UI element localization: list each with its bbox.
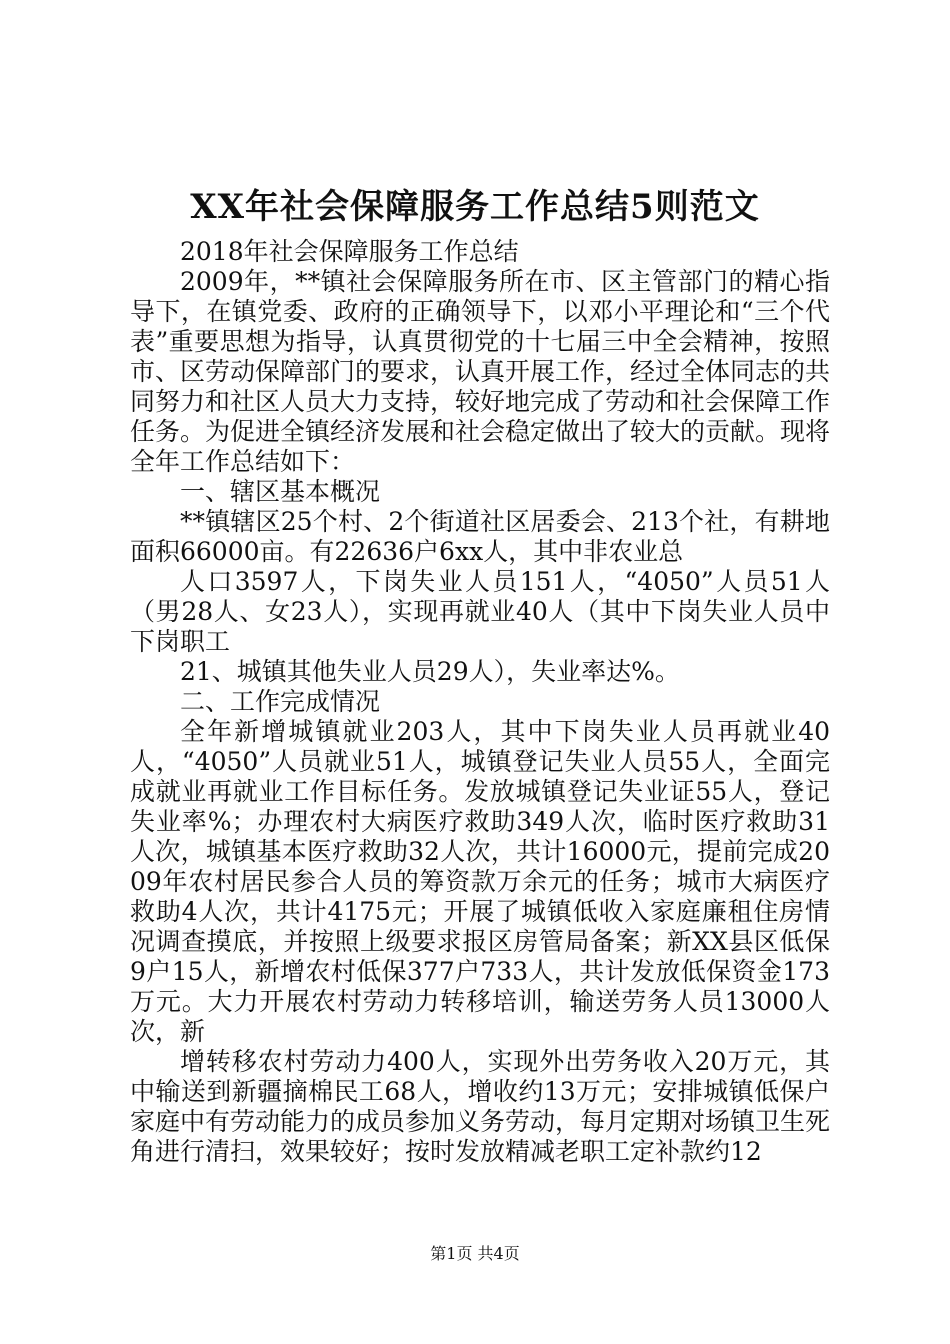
paragraph-overview-1: **镇辖区25个村、2个街道社区居委会、213个社，有耕地面积66000亩。有22636户6xx人，其中非农业总	[130, 507, 830, 566]
section-heading-overview: 一、辖区基本概况	[180, 477, 381, 506]
section-heading-work: 二、工作完成情况	[180, 687, 381, 716]
page-footer: 第1页 共4页	[430, 1244, 520, 1263]
paragraph-overview-2: 人口3597人，下岗失业人员151人，“4050”人员51人（男28人、女23人），实现再就业40人（其中下岗失业人员中下岗职工	[130, 567, 830, 656]
document-body	[130, 237, 830, 1167]
paragraph-overview-3: 21、城镇其他失业人员29人），失业率达%。	[180, 657, 680, 686]
document-title: XX年社会保障服务工作总结5则范文	[190, 187, 760, 227]
paragraph-subtitle: 2018年社会保障服务工作总结	[180, 237, 519, 266]
paragraph-work-2: 增转移农村劳动力400人，实现外出劳务收入20万元，其中输送到新疆摘棉民工68人，增收约13万元；安排城镇低保户家庭中有劳动能力的成员参加义务劳动，每月定期对场镇卫生死角进行清扫，效果较好；按时发放精减老职工定补款约12	[130, 1047, 831, 1166]
paragraph-intro: 2009年，**镇社会保障服务所在市、区主管部门的精心指导下，在镇党委、政府的正确领导下，以邓小平理论和“三个代表”重要思想为指导，认真贯彻党的十七届三中全会精神，按照市、区劳动保障部门的要求，认真开展工作，经过全体同志的共同努力和社区人员大力支持，较好地完成了劳动和社会保障工作任务。为促进全镇经济发展和社会稳定做出了较大的贡献。现将全年工作总结如下：	[130, 267, 831, 476]
paragraph-work-1: 全年新增城镇就业203人，其中下岗失业人员再就业40人，“4050”人员就业51人，城镇登记失业人员55人，全面完成就业再就业工作目标任务。发放城镇登记失业证55人，登记失业率%；办理农村大病医疗救助349人次，临时医疗救助31人次，城镇基本医疗救助32人次，共计16000元，提前完成2009年农村居民参合人员的筹资款万余元的任务；城市大病医疗救助4人次，共计4175元；开展了城镇低收入家庭廉租住房情况调查摸底，并按照上级要求报区房管局备案；新XX县区低保9户15人，新增农村低保377户733人，共计发放低保资金173万元。大力开展农村劳动力转移培训，输送劳务人员13000人次，新	[130, 717, 830, 1046]
